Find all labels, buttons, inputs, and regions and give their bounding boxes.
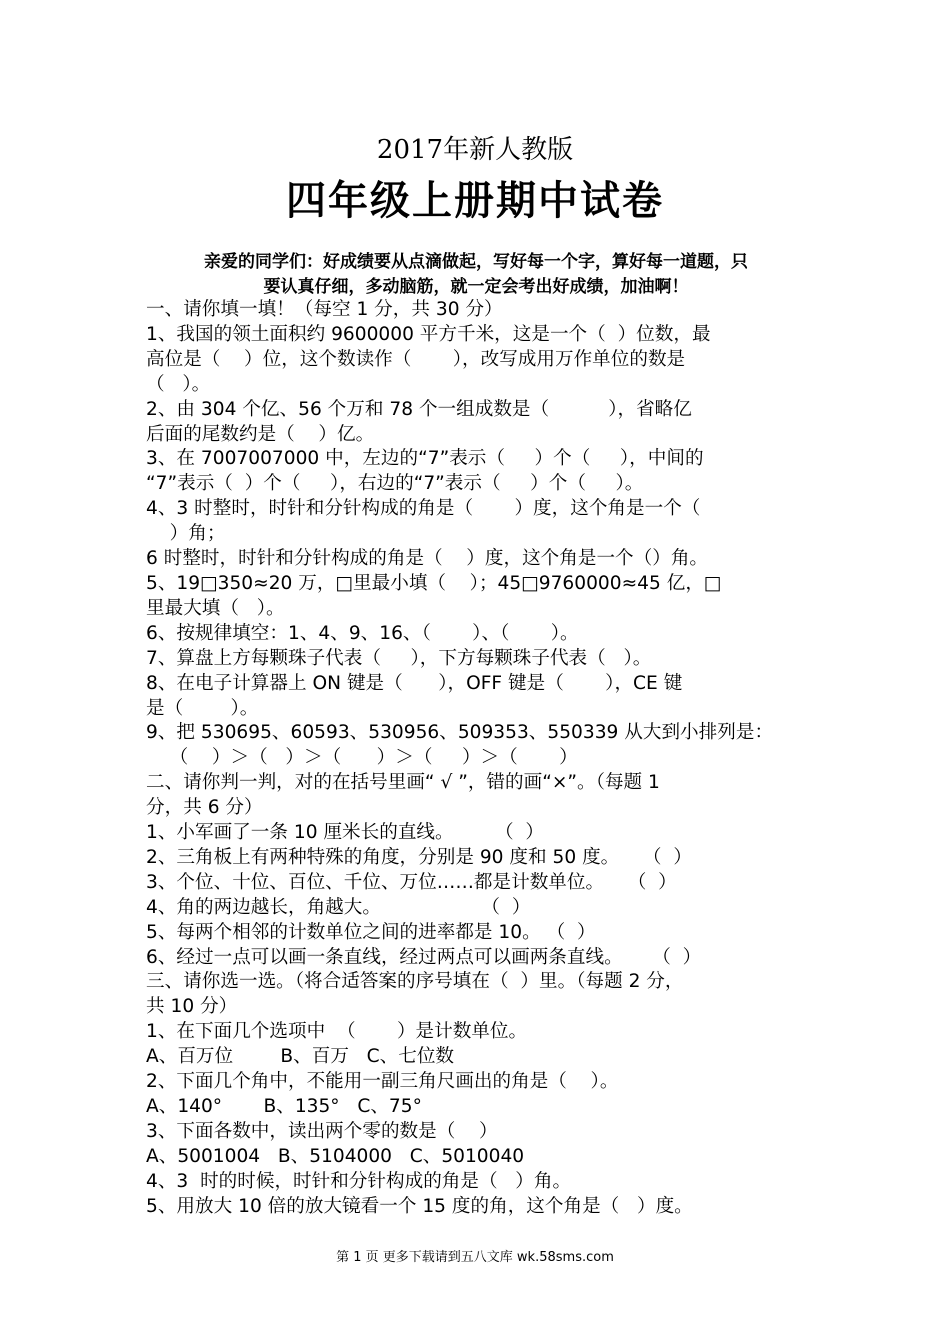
question-line: 2、由 304 个亿、56 个万和 78 个一组成数是（ ），省略亿: [146, 398, 692, 420]
question-line: 5、用放大 10 倍的放大镜看一个 15 度的角，这个角是（ ）度。: [146, 1195, 693, 1217]
question-line: 后面的尾数约是（ ）亿。: [146, 423, 375, 445]
section-heading-choose: 三、请你选一选。（将合适答案的序号填在（ ）里。（每题 2 分，: [146, 971, 684, 993]
question-line: 高位是（ ）位，这个数读作（ ），改写成用万作单位的数是: [146, 348, 686, 370]
question-line: 5、每两个相邻的计数单位之间的进率都是 10。 （ ）: [146, 921, 596, 943]
intro-line: 要认真仔细，多动脑筋，就一定会考出好成绩，加油啊！: [263, 277, 689, 297]
question-line: 1、我国的领土面积约 9600000 平方千米，这是一个（ ）位数，最: [146, 323, 711, 345]
question-line: 4、3 时的时候，时针和分针构成的角是（ ）角。: [146, 1170, 572, 1192]
answer-options: A、百万位 B、百万 C、七位数: [146, 1046, 455, 1068]
question-line: 6、经过一点可以画一条直线，经过两点可以画两条直线。 （ ）: [146, 946, 702, 968]
question-line: 8、在电子计算器上 ON 键是（ ），OFF 键是（ ），CE 键: [146, 672, 683, 694]
question-line: 4、角的两边越长，角越大。 （ ）: [146, 896, 531, 918]
question-line: 2、三角板上有两种特殊的角度，分别是 90 度和 50 度。 （ ）: [146, 846, 692, 868]
answer-options: A、140° B、135° C、75°: [146, 1096, 422, 1117]
question-line: 2、下面几个角中，不能用一副三角尺画出的角是（ ）。: [146, 1071, 619, 1093]
question-line: 3、下面各数中，读出两个零的数是（ ）: [146, 1120, 498, 1142]
intro-line: 亲爱的同学们：好成绩要从点滴做起，写好每一个字，算好每一道题，只: [204, 252, 748, 272]
exam-content: [146, 298, 810, 1220]
question-line: 3、在 7007007000 中，左边的“7”表示（ ）个（ ），中间的: [146, 448, 704, 470]
edition-title: 2017年新人教版: [376, 135, 574, 165]
page-title: 四年级上册期中试卷: [286, 177, 664, 224]
intro-paragraph: [146, 250, 806, 300]
question-line: （ ）＞（ ）＞（ ）＞（ ）＞（ ）: [146, 747, 578, 769]
section-heading-judge-cont: 分，共 6 分）: [146, 797, 263, 819]
question-line: 4、3 时整时，时针和分针构成的角是（ ）度，这个角是一个（: [146, 498, 701, 520]
page-footer: 第 1 页 更多下载请到五八文库 wk.58sms.com: [336, 1250, 614, 1265]
question-line: “7”表示（ ）个（ ），右边的“7”表示（ ）个（ ）。: [146, 473, 644, 495]
question-line: ）角；: [146, 523, 226, 545]
question-line: 是（ ）。: [146, 697, 259, 719]
section-heading-judge: 二、请你判一判，对的在括号里画“ √ ”，错的画“×”。（每题 1: [146, 772, 660, 794]
question-line: 5、19□350≈20 万，□里最小填（ ）；45□9760000≈45 亿，□: [146, 572, 722, 594]
question-line: 6、按规律填空：1、4、9、16、（ ）、（ ）。: [146, 622, 579, 644]
question-line: （ ）。: [146, 373, 211, 395]
question-line: 9、把 530695、60593、530956、509353、550339 从大到小排列是：: [146, 722, 774, 744]
question-line: 3、个位、十位、百位、千位、万位……都是计数单位。 （ ）: [146, 871, 677, 893]
question-line: 1、小军画了一条 10 厘米长的直线。 （ ）: [146, 822, 545, 844]
section-heading-choose-cont: 共 10 分）: [146, 996, 238, 1018]
answer-options: A、5001004 B、5104000 C、5010040: [146, 1145, 525, 1167]
question-line: 里最大填（ ）。: [146, 597, 285, 619]
question-line: 1、在下面几个选项中 （ ）是计数单位。: [146, 1021, 528, 1043]
question-line: 7、算盘上方每颗珠子代表（ ），下方每颗珠子代表（ ）。: [146, 647, 652, 669]
section-heading-fill: 一、请你填一填！（每空 1 分，共 30 分）: [146, 299, 503, 320]
question-line: 6 时整时，时针和分针构成的角是（ ）度，这个角是一个（）角。: [146, 548, 709, 570]
